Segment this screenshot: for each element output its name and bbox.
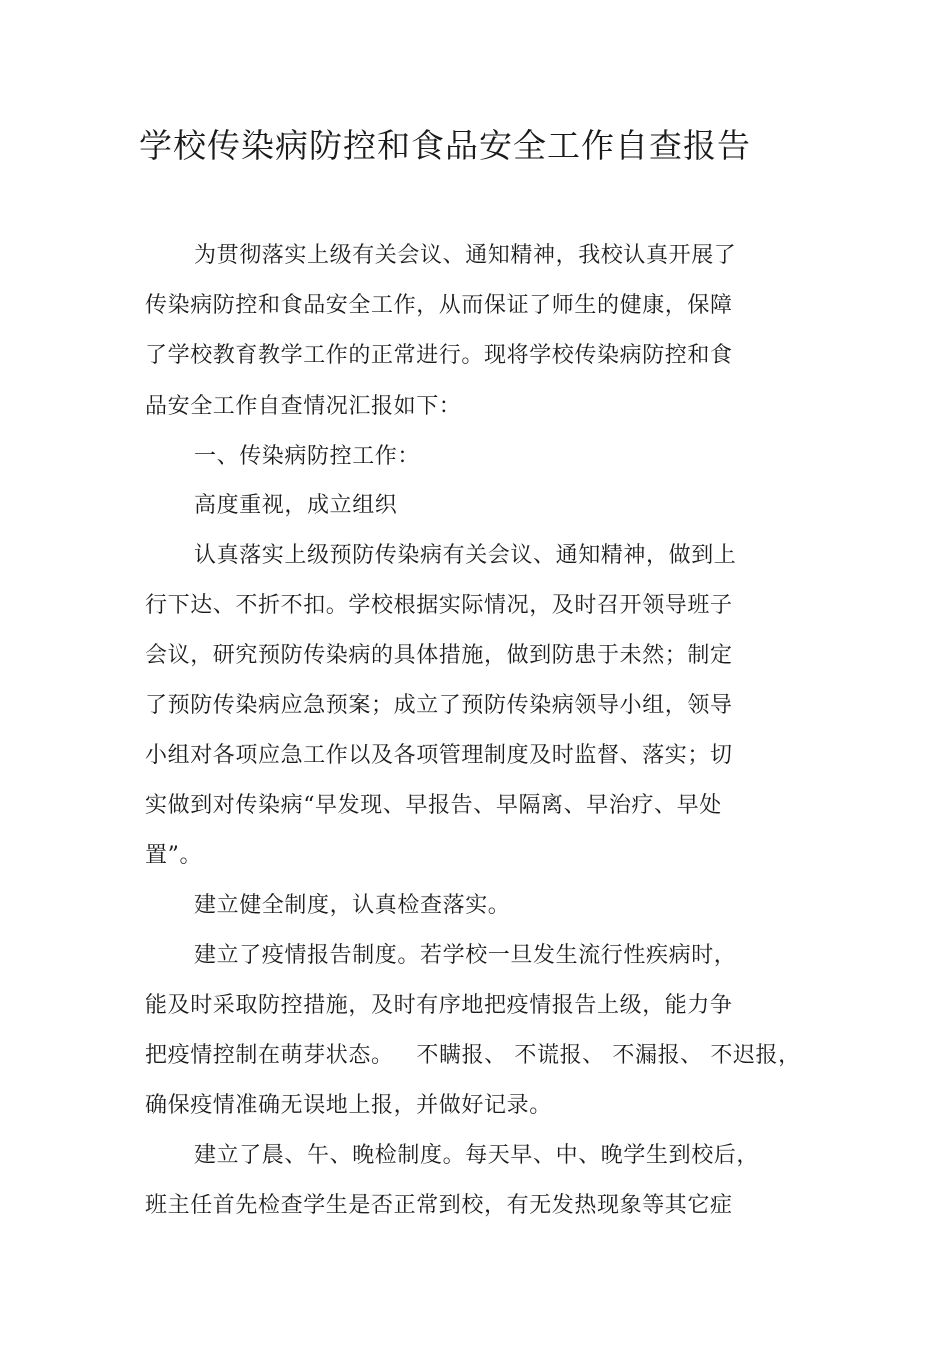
- paragraph-line: 班主任首先检查学生是否正常到校，有无发热现象等其它症: [145, 1193, 733, 1218]
- paragraph-line: 把疫情控制在萌芽状态。 不瞒报、 不谎报、 不漏报、 不迟报，: [145, 1043, 801, 1068]
- paragraph-line: 小组对各项应急工作以及各项管理制度及时监督、落实；切: [145, 743, 733, 768]
- paragraph-line: 实做到对传染病“早发现、早报告、早隔离、早治疗、早处: [145, 793, 722, 818]
- paragraph-line: 确保疫情准确无误地上报，并做好记录。: [145, 1093, 552, 1118]
- paragraph-line: 会议，研究预防传染病的具体措施，做到防患于未然；制定: [145, 643, 733, 668]
- paragraph-line: 能及时采取防控措施，及时有序地把疫情报告上级，能力争: [145, 993, 733, 1018]
- paragraph-line: 为贯彻落实上级有关会议、通知精神，我校认真开展了: [194, 243, 737, 268]
- paragraph-line: 认真落实上级预防传染病有关会议、通知精神，做到上: [194, 543, 737, 568]
- subsection-heading: 建立健全制度，认真检查落实。: [194, 893, 511, 918]
- paragraph-line: 了预防传染病应急预案；成立了预防传染病领导小组，领导: [145, 693, 733, 718]
- subsection-heading: 高度重视，成立组织: [194, 493, 398, 518]
- paragraph-line: 传染病防控和食品安全工作，从而保证了师生的健康，保障: [145, 293, 733, 318]
- paragraph-line: 了学校教育教学工作的正常进行。现将学校传染病防控和食: [145, 343, 733, 368]
- paragraph-line: 置”。: [145, 843, 203, 868]
- paragraph-line: 建立了晨、午、晚检制度。每天早、中、晚学生到校后，: [194, 1143, 760, 1168]
- section-heading: 一、传染病防控工作：: [194, 444, 421, 469]
- paragraph-line: 建立了疫情报告制度。若学校一旦发生流行性疾病时，: [194, 943, 737, 968]
- document-title: 学校传染病防控和食品安全工作自查报告: [139, 126, 751, 165]
- paragraph-line: 行下达、不折不扣。学校根据实际情况，及时召开领导班子: [145, 593, 733, 618]
- paragraph-line: 品安全工作自查情况汇报如下：: [145, 394, 462, 419]
